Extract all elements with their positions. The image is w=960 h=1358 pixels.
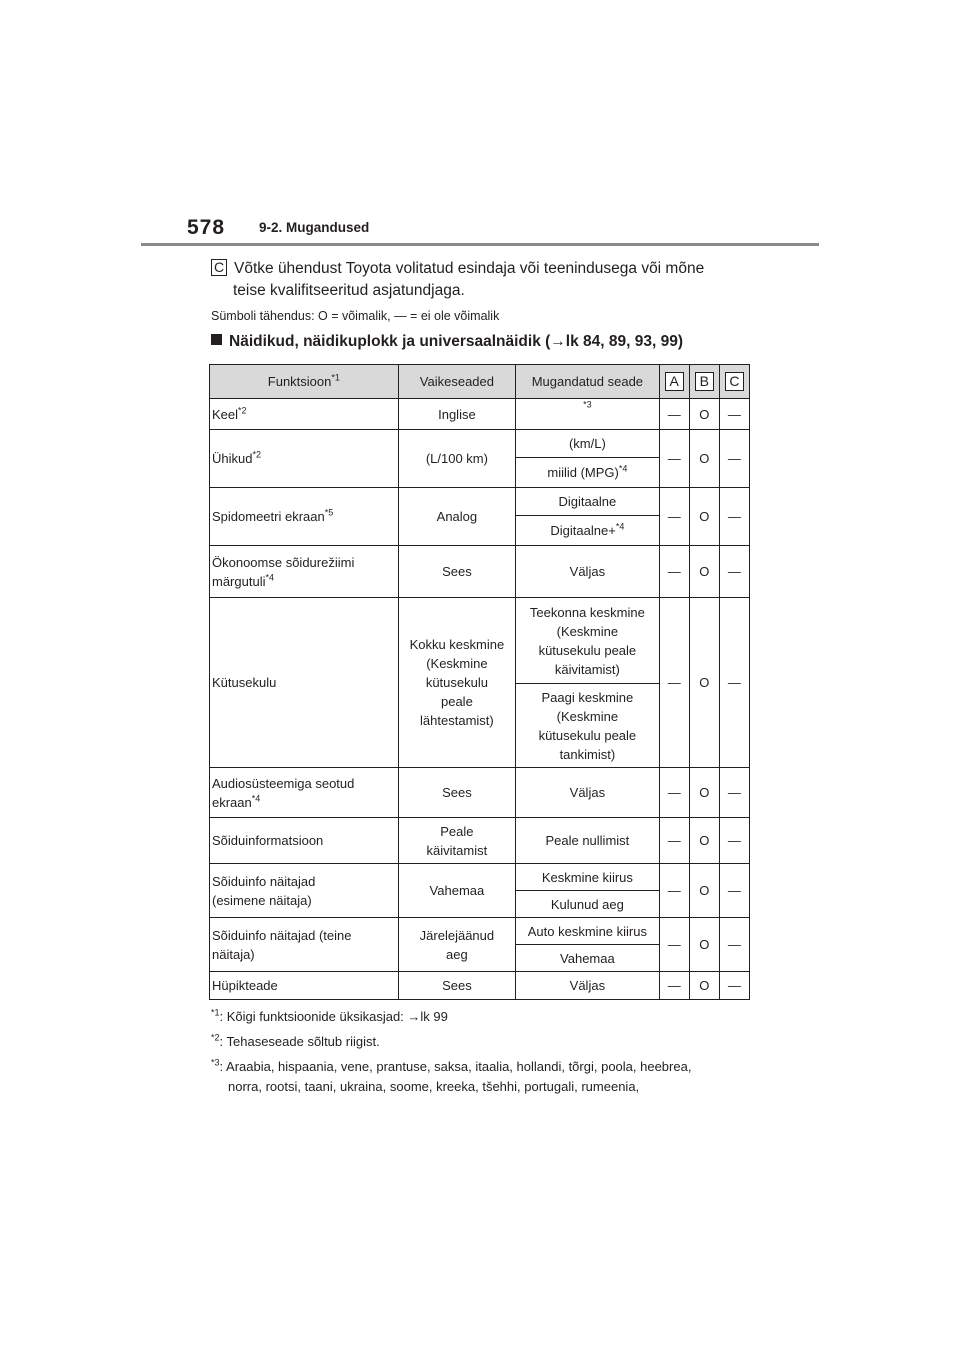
header-custom: Mugandatud seade (516, 365, 660, 399)
table-cell: Teekonna keskmine (Keskmine kütusekulu peale käivitamist) (516, 598, 660, 684)
table-row (210, 488, 750, 516)
table-cell: *3 (516, 399, 660, 430)
table-cell: — (659, 488, 689, 546)
table-cell: O (689, 598, 719, 768)
table-cell: Kulunud aeg (516, 891, 660, 918)
table-cell: — (659, 598, 689, 768)
table-cell: — (659, 430, 689, 488)
header-default: Vaikeseaded (398, 365, 515, 399)
table-cell: Audiosüsteemiga seotud ekraan$^{*4}$ (210, 768, 399, 818)
table-cell: Kokku keskmine (Keskmine kütusekulu peale lähtestamist) (398, 598, 515, 768)
table-cell: Vahemaa (398, 864, 515, 918)
page-number: 578 (187, 216, 226, 239)
table-cell: — (719, 918, 749, 972)
intro-line-1: Võtke ühendust Toyota volitatud esindaja või teenindusega või mõne (234, 260, 705, 277)
table-cell: O (689, 488, 719, 546)
table-cell: Sõiduinformatsioon (210, 818, 399, 864)
intro-line-2: teise kvalifitseeritud asjatundjaga. (233, 282, 465, 299)
table-row (210, 546, 750, 598)
table-cell: — (719, 488, 749, 546)
table-cell: Kütusekulu (210, 598, 399, 768)
table-cell: Digitaalne+$^{*4}$ (516, 516, 660, 546)
table-cell: — (659, 399, 689, 430)
box-letter-c: C (211, 259, 227, 276)
table-cell: Hüpikteade (210, 972, 399, 1000)
table-cell: — (719, 818, 749, 864)
table-row (210, 818, 750, 864)
table-cell: Analog (398, 488, 515, 546)
subheading (211, 333, 683, 351)
table-cell: O (689, 430, 719, 488)
table-cell: Väljas (516, 768, 660, 818)
table-cell: Väljas (516, 972, 660, 1000)
table-cell: Väljas (516, 546, 660, 598)
table-cell: Ökonoomse sõidurežiimi märgutuli$^{*4}$ (210, 546, 399, 598)
symbol-legend: Sümboli tähendus: O = võimalik, — = ei ole võimalik (211, 309, 500, 323)
table-cell: Sees (398, 546, 515, 598)
table-cell: Inglise (398, 399, 515, 430)
square-bullet-icon (211, 334, 222, 345)
footnote-2: $^{*2}$: Tehaseseade sõltub riigist. (211, 1032, 380, 1049)
header-rule (141, 243, 819, 246)
header-c: C (719, 365, 749, 399)
table-cell: Paagi keskmine (Keskmine kütusekulu peale tankimist) (516, 684, 660, 768)
table-cell: — (659, 546, 689, 598)
table-cell: (L/100 km) (398, 430, 515, 488)
header-function: Funktsioon$^{*1}$ (210, 365, 399, 399)
table-cell: Spidomeetri ekraan$^{*5}$ (210, 488, 399, 546)
table-cell: miilid (MPG)$^{*4}$ (516, 458, 660, 488)
table-row (210, 918, 750, 945)
table-cell: O (689, 818, 719, 864)
table-cell: — (719, 768, 749, 818)
settings-table (209, 364, 750, 1000)
table-cell: — (719, 972, 749, 1000)
table-cell: — (659, 768, 689, 818)
table-cell: (km/L) (516, 430, 660, 458)
table-cell: Digitaalne (516, 488, 660, 516)
table-cell: — (659, 972, 689, 1000)
table-cell: Järelejäänud aeg (398, 918, 515, 972)
table-cell: Peale käivitamist (398, 818, 515, 864)
table-cell: Sees (398, 972, 515, 1000)
table-row (210, 598, 750, 684)
table-cell: Sõiduinfo näitajad (esimene näitaja) (210, 864, 399, 918)
intro-paragraph (211, 258, 771, 302)
footnote-3: $^{*3}$: Araabia, hispaania, vene, prantuse, saksa, itaalia, hollandi, tõrgi, poola, heebrea, norra, rootsi, taani, ukraina, soome, kreeka, tšehhi, portugali, rumeenia, (211, 1057, 692, 1094)
table-cell: O (689, 918, 719, 972)
table-cell: Vahemaa (516, 945, 660, 972)
header-b: B (689, 365, 719, 399)
table-row (210, 399, 750, 430)
table-cell: Keel$^{*2}$ (210, 399, 399, 430)
table-cell: O (689, 864, 719, 918)
table-cell: Sees (398, 768, 515, 818)
table-header-row (210, 365, 750, 399)
table-cell: — (719, 598, 749, 768)
footnote-1: $^{*1}$: Kõigi funktsioonide üksikasjad: →lk 99 (211, 1007, 448, 1024)
table-cell: — (659, 818, 689, 864)
table-cell: Peale nullimist (516, 818, 660, 864)
table-cell: — (659, 918, 689, 972)
section-title: 9-2. Mugandused (259, 220, 370, 235)
footnotes (211, 1007, 771, 1102)
table-cell: Sõiduinfo näitajad (teine näitaja) (210, 918, 399, 972)
table-cell: — (719, 864, 749, 918)
table-cell: — (719, 430, 749, 488)
table-cell: — (659, 864, 689, 918)
table-cell: O (689, 546, 719, 598)
table-cell: O (689, 768, 719, 818)
header-a: A (659, 365, 689, 399)
table-row (210, 768, 750, 818)
table-cell: Auto keskmine kiirus (516, 918, 660, 945)
table-cell: Keskmine kiirus (516, 864, 660, 891)
table-cell: O (689, 972, 719, 1000)
table-cell: Ühikud$^{*2}$ (210, 430, 399, 488)
table-cell: O (689, 399, 719, 430)
subheading-text: Näidikud, näidikuplokk ja universaalnäidik (→lk 84, 89, 93, 99) (229, 333, 683, 350)
table-row (210, 972, 750, 1000)
table-row (210, 430, 750, 458)
table-cell: — (719, 399, 749, 430)
table-cell: — (719, 546, 749, 598)
table-row (210, 864, 750, 891)
